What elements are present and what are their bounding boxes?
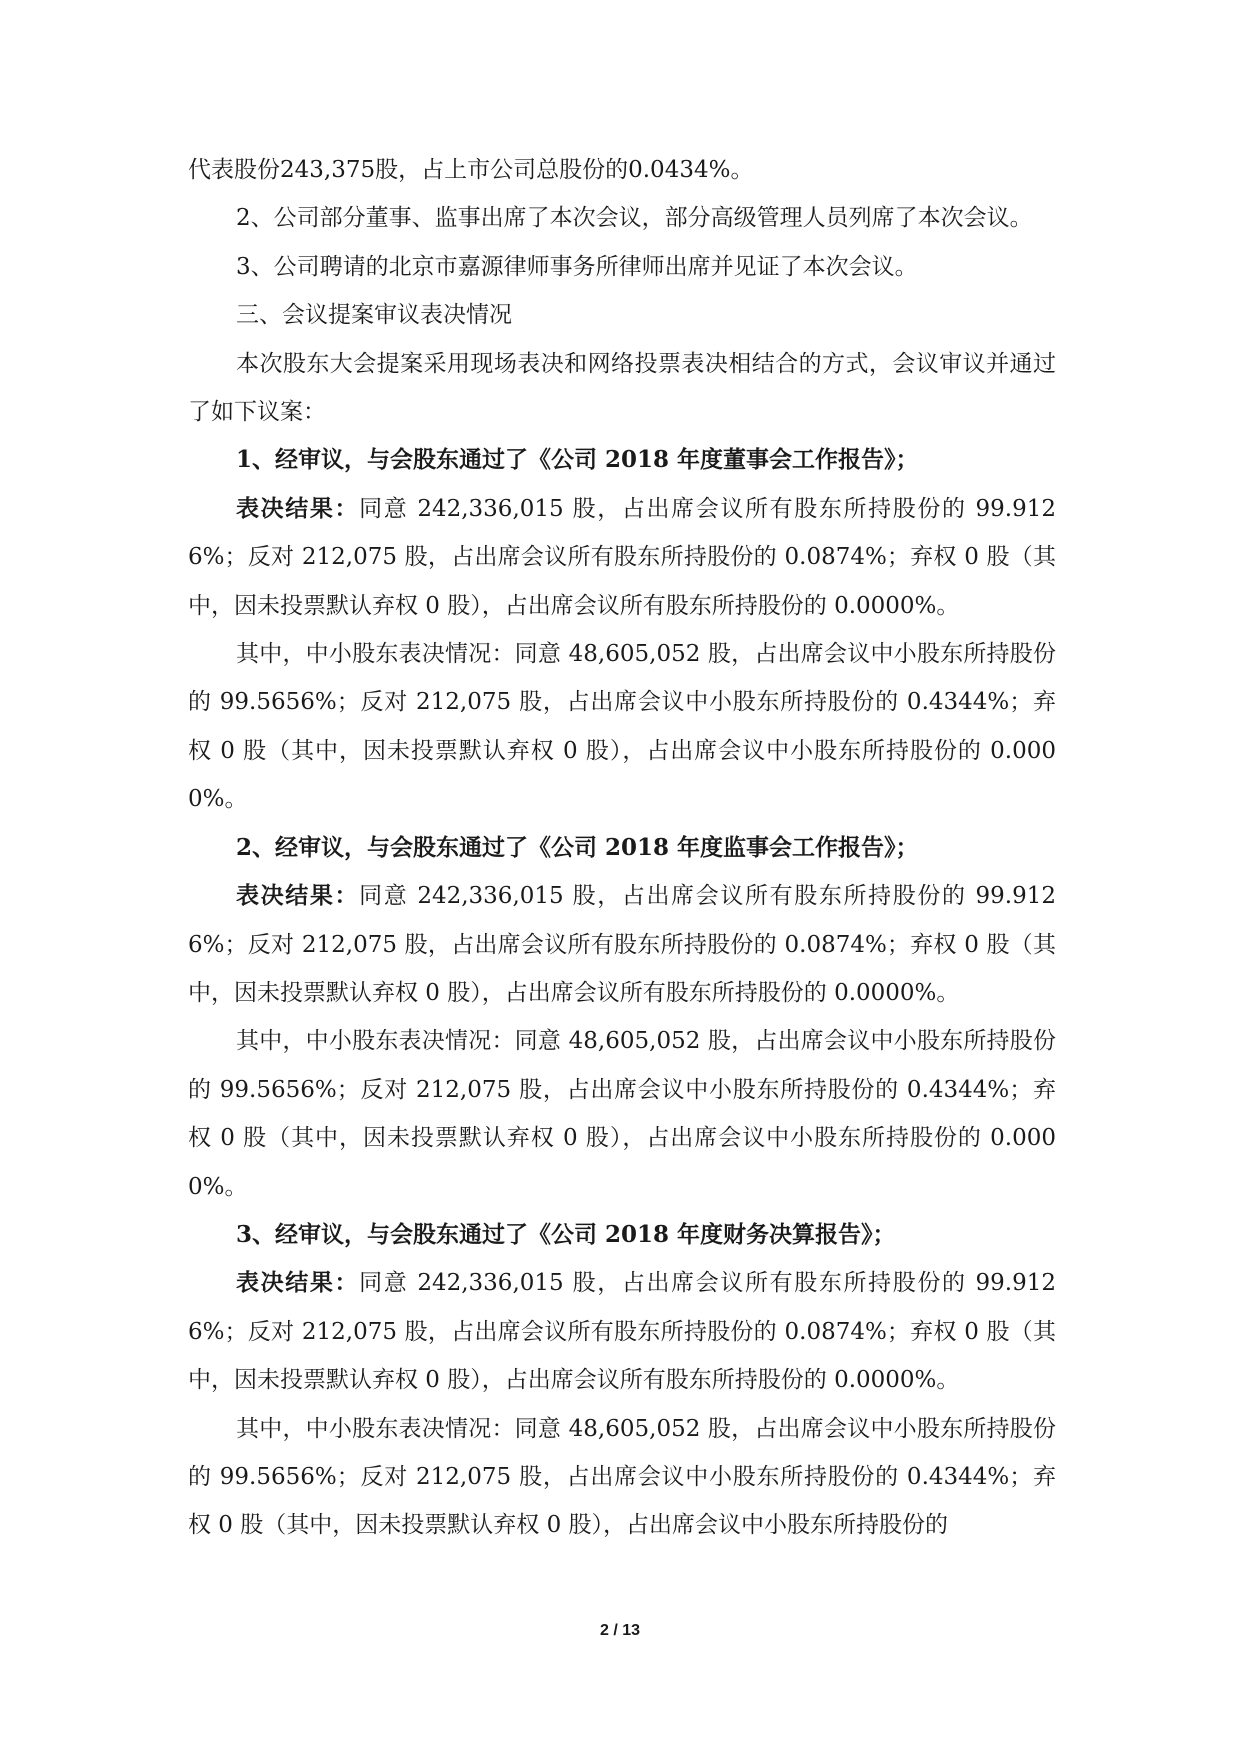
- paragraph: 本次股东大会提案采用现场表决和网络投票表决相结合的方式，会议审议并通过了如下议案：: [188, 350, 1056, 426]
- paragraph: 2、公司部分董事、监事出席了本次会议，部分高级管理人员列席了本次会议。: [236, 205, 1033, 232]
- vote-result-paragraph: [188, 1259, 1056, 1404]
- vote-result-paragraph: [188, 872, 1056, 1017]
- resolution-heading: 2、经审议，与会股东通过了《公司 2018 年度监事会工作报告》；: [236, 833, 919, 861]
- vote-result-label: 表决结果：: [236, 494, 360, 522]
- vote-result-label: 表决结果：: [236, 882, 360, 910]
- document-body: [188, 146, 1056, 1550]
- section-heading: 三、会议提案审议表决情况: [236, 302, 512, 329]
- vote-result-label: 表决结果：: [236, 1269, 360, 1297]
- vote-result-text: 同意 242,336,015 股，占出席会议所有股东所持股份的 99.9126%；反对 212,075 股，占出席会议所有股东所持股份的 0.0874%；弃权 0 股（其中，因未投票默认弃权 0 股），占出席会议所有股东所持股份的 0.0000%。: [188, 1270, 1057, 1394]
- minority-vote-paragraph: 其中，中小股东表决情况：同意 48,605,052 股，占出席会议中小股东所持股份的 99.5656%；反对 212,075 股，占出席会议中小股东所持股份的 0.4344%；弃权 0 股（其中，因未投票默认弃权 0 股），占出席会议中小股东所持股份的: [188, 1415, 1056, 1539]
- paragraph: 3、公司聘请的北京市嘉源律师事务所律师出席并见证了本次会议。: [236, 253, 918, 280]
- resolution-heading: 1、经审议，与会股东通过了《公司 2018 年度董事会工作报告》；: [236, 446, 919, 474]
- resolution-heading: 3、经审议，与会股东通过了《公司 2018 年度财务决算报告》；: [236, 1220, 896, 1248]
- vote-result-text: 同意 242,336,015 股，占出席会议所有股东所持股份的 99.9126%；反对 212,075 股，占出席会议所有股东所持股份的 0.0874%；弃权 0 股（其中，因未投票默认弃权 0 股），占出席会议所有股东所持股份的 0.0000%。: [188, 495, 1057, 619]
- page-number: 2 / 13: [599, 1622, 641, 1639]
- minority-vote-paragraph: 其中，中小股东表决情况：同意 48,605,052 股，占出席会议中小股东所持股份的 99.5656%；反对 212,075 股，占出席会议中小股东所持股份的 0.4344%；弃权 0 股（其中，因未投票默认弃权 0 股），占出席会议中小股东所持股份的 0.0000%。: [188, 641, 1056, 813]
- minority-vote-paragraph: 其中，中小股东表决情况：同意 48,605,052 股，占出席会议中小股东所持股份的 99.5656%；反对 212,075 股，占出席会议中小股东所持股份的 0.4344%；弃权 0 股（其中，因未投票默认弃权 0 股），占出席会议中小股东所持股份的 0.0000%。: [188, 1028, 1056, 1200]
- vote-result-text: 同意 242,336,015 股，占出席会议所有股东所持股份的 99.9126%；反对 212,075 股，占出席会议所有股东所持股份的 0.0874%；弃权 0 股（其中，因未投票默认弃权 0 股），占出席会议所有股东所持股份的 0.0000%。: [188, 883, 1057, 1006]
- vote-result-paragraph: [188, 485, 1056, 630]
- paragraph: 代表股份243,375股，占上市公司总股份的0.0434%。: [188, 157, 754, 183]
